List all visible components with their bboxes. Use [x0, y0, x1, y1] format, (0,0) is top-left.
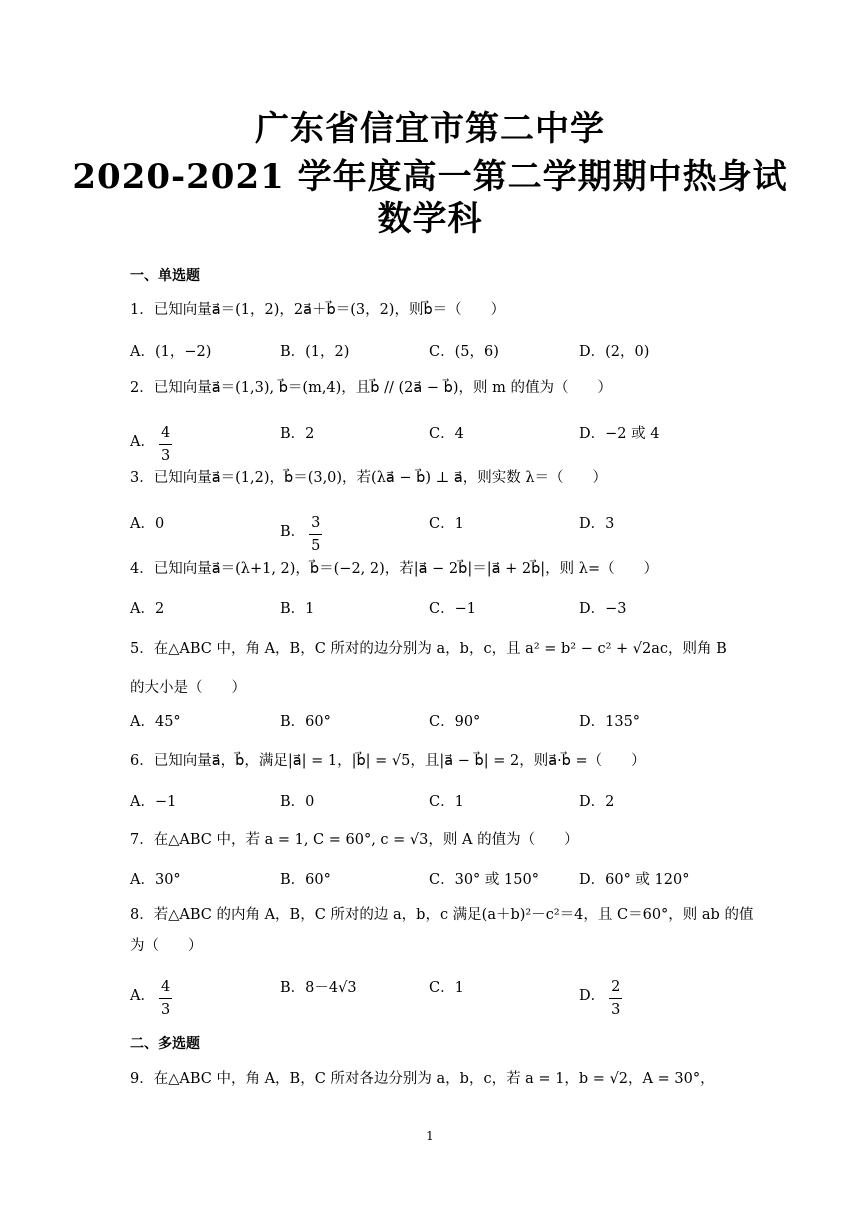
section-multi-choice: 二、多选题 — [130, 1036, 200, 1052]
exam-title: 2020-2021 学年度高一第二学期期中热身试 — [72, 157, 788, 197]
subject-title: 数学科 — [377, 199, 483, 239]
question-8-options — [130, 962, 730, 1018]
question-7-options — [130, 868, 730, 898]
fraction: $\frac{3}{5}$ — [309, 512, 322, 557]
option-c: C．1 — [429, 794, 464, 810]
option-c: C．1 — [429, 980, 464, 996]
option-a: A．(1，−2) — [130, 344, 212, 360]
question-2: 2．已知向量a⃗＝(1,3), b⃗＝(m,4)，且b⃗ // (2a⃗ − b⃗)，则 m 的值为（ ） — [130, 380, 612, 396]
school-title: 广东省信宜市第二中学 — [255, 109, 605, 149]
option-b: B．0 — [280, 794, 315, 810]
question-3-options — [130, 498, 730, 554]
option-c: C．1 — [429, 516, 464, 532]
option-d: D．3 — [579, 516, 615, 532]
option-b: B．60° — [280, 714, 331, 730]
option-d: D．−3 — [579, 601, 627, 617]
option-b: B．1 — [280, 601, 315, 617]
question-6-options — [130, 790, 730, 820]
option-d: D．(2，0) — [579, 344, 650, 360]
question-5-continued: 的大小是（ ） — [130, 680, 246, 696]
question-6: 6．已知向量a⃗，b⃗，满足|a⃗| = 1，|b⃗| = √5，且|a⃗ − b⃗| = 2，则a⃗·b⃗ =（ ） — [130, 753, 646, 769]
option-d: D． $\frac{2}{3}$ — [579, 976, 622, 1021]
section-single-choice: 一、单选题 — [130, 268, 200, 284]
fraction: $\frac{4}{3}$ — [159, 976, 172, 1021]
option-d: D．135° — [579, 714, 641, 730]
question-2-options — [130, 408, 730, 464]
option-a: A．2 — [130, 601, 165, 617]
option-d: D．2 — [579, 794, 615, 810]
question-3: 3．已知向量a⃗＝(1,2)，b⃗＝(3,0)，若(λa⃗ − b⃗) ⊥ a⃗，则实数 λ＝（ ） — [130, 470, 608, 486]
option-b: B． $\frac{3}{5}$ — [280, 512, 322, 557]
question-4: 4．已知向量a⃗＝(λ+1, 2)，b⃗＝(−2, 2)，若|a⃗ − 2b⃗|＝|a⃗ + 2b⃗|，则 λ=（ ） — [130, 561, 659, 577]
question-8: 8．若△ABC 的内角 A，B，C 所对的边 a，b，c 满足(a＋b)²－c²＝4，且 C＝60°，则 ab 的值 — [130, 907, 754, 923]
option-c: C．30° 或 150° — [429, 872, 539, 888]
question-1: 1．已知向量a⃗＝(1，2)，2a⃗＋b⃗＝(3，2)，则b⃗＝（ ） — [130, 302, 506, 318]
question-8-continued: 为（ ） — [130, 938, 203, 954]
option-a: A．−1 — [130, 794, 177, 810]
option-a: A．0 — [130, 516, 165, 532]
option-c: C．(5，6) — [429, 344, 499, 360]
fraction: $\frac{2}{3}$ — [609, 976, 622, 1021]
option-d: D．−2 或 4 — [579, 426, 660, 442]
option-a: A．30° — [130, 872, 181, 888]
page-number: 1 — [426, 1129, 434, 1143]
option-c: C．−1 — [429, 601, 476, 617]
question-4-options — [130, 597, 730, 627]
option-b: B．60° — [280, 872, 331, 888]
option-a: A．45° — [130, 714, 181, 730]
option-d: D．60° 或 120° — [579, 872, 690, 888]
question-1-options — [130, 340, 730, 370]
question-5-options — [130, 710, 730, 740]
option-c: C．90° — [429, 714, 481, 730]
option-b: B．(1，2) — [280, 344, 350, 360]
option-b: B．2 — [280, 426, 315, 442]
option-c: C．4 — [429, 426, 464, 442]
question-7: 7．在△ABC 中，若 a = 1, C = 60°, c = √3，则 A 的值为（ ） — [130, 832, 579, 848]
option-a: A． $\frac{4}{3}$ — [130, 976, 172, 1021]
option-b: B．8－4√3 — [280, 980, 357, 996]
fraction: $\frac{4}{3}$ — [159, 422, 172, 467]
question-5: 5．在△ABC 中，角 A，B，C 所对的边分别为 a，b，c，且 a² = b² − c² + √2ac，则角 B — [130, 641, 727, 657]
question-9: 9．在△ABC 中，角 A，B，C 所对各边分别为 a，b，c，若 a = 1，b = √2，A = 30°， — [130, 1071, 715, 1087]
option-a: A． $\frac{4}{3}$ — [130, 422, 172, 467]
